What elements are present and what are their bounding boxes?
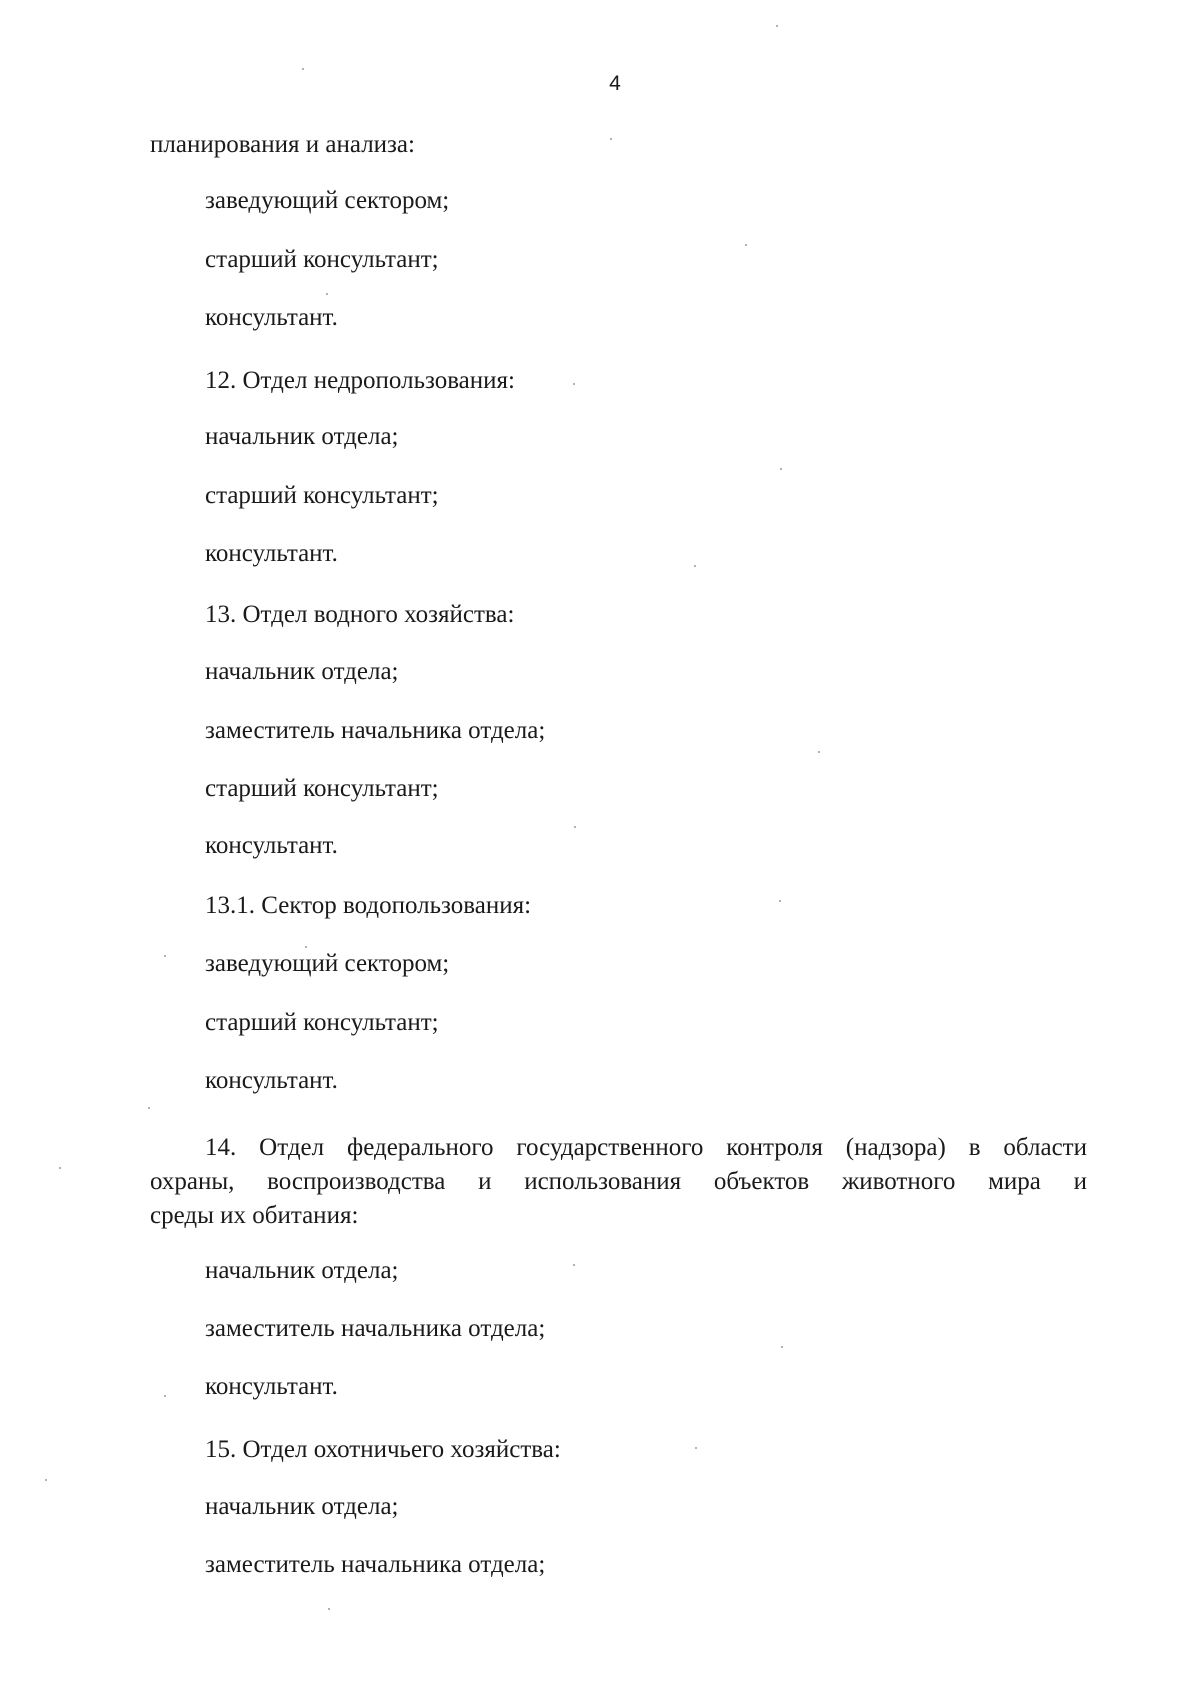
scan-speck: [695, 1447, 697, 1449]
position-head-of-sector: заведующий сектором;: [205, 187, 450, 214]
position-senior-consultant: старший консультант;: [205, 482, 439, 509]
section-14-line-3: среды их обитания:: [150, 1202, 359, 1229]
position-senior-consultant: старший консультант;: [205, 775, 439, 802]
section-heading-15: 15. Отдел охотничьего хозяйства:: [205, 1436, 561, 1463]
section-heading-13: 13. Отдел водного хозяйства:: [205, 601, 515, 628]
scan-speck: [164, 955, 166, 957]
scan-speck: [745, 244, 747, 246]
position-deputy-head: заместитель начальника отдела;: [205, 717, 546, 744]
scan-speck: [610, 138, 612, 140]
scan-speck: [164, 1395, 166, 1397]
scan-speck: [59, 1167, 61, 1169]
scan-speck: [573, 383, 575, 385]
scan-speck: [818, 751, 820, 753]
scan-speck: [781, 1346, 783, 1348]
scan-speck: [302, 68, 304, 70]
scan-speck: [779, 900, 781, 902]
position-head-of-department: начальник отдела;: [205, 423, 399, 450]
scan-speck: [780, 468, 782, 470]
scan-speck: [776, 25, 778, 27]
scan-speck: [573, 1264, 575, 1266]
scan-speck: [45, 1479, 47, 1481]
scan-speck: [328, 1608, 330, 1610]
position-deputy-head: заместитель начальника отдела;: [205, 1315, 546, 1342]
section-14-line-2: охраны, воспроизводства и использования объектов животного мира и: [150, 1168, 1087, 1195]
position-head-of-sector: заведующий сектором;: [205, 950, 450, 977]
position-head-of-department: начальник отдела;: [205, 1257, 399, 1284]
position-consultant: консультант.: [205, 304, 338, 331]
scan-speck: [326, 293, 328, 295]
position-head-of-department: начальник отдела;: [205, 658, 399, 685]
position-senior-consultant: старший консультант;: [205, 1009, 439, 1036]
scan-speck: [574, 826, 576, 828]
position-consultant: консультант.: [205, 832, 338, 859]
text-line-planning-continuation: планирования и анализа:: [150, 131, 415, 158]
section-heading-14: [150, 1131, 1087, 1233]
position-head-of-department: начальник отдела;: [205, 1493, 399, 1520]
section-heading-12: 12. Отдел недропользования:: [205, 367, 515, 394]
section-heading-13-1: 13.1. Сектор водопользования:: [205, 892, 532, 919]
scan-speck: [148, 1107, 150, 1109]
position-consultant: консультант.: [205, 1067, 338, 1094]
scan-speck: [305, 946, 307, 948]
scan-speck: [694, 565, 696, 567]
section-14-line-1: 14. Отдел федерального государственного контроля (надзора) в области: [205, 1134, 1087, 1161]
position-senior-consultant: старший консультант;: [205, 246, 439, 273]
position-consultant: консультант.: [205, 540, 338, 567]
position-consultant: консультант.: [205, 1373, 338, 1400]
position-deputy-head: заместитель начальника отдела;: [205, 1551, 546, 1578]
page-number: 4: [609, 72, 621, 95]
